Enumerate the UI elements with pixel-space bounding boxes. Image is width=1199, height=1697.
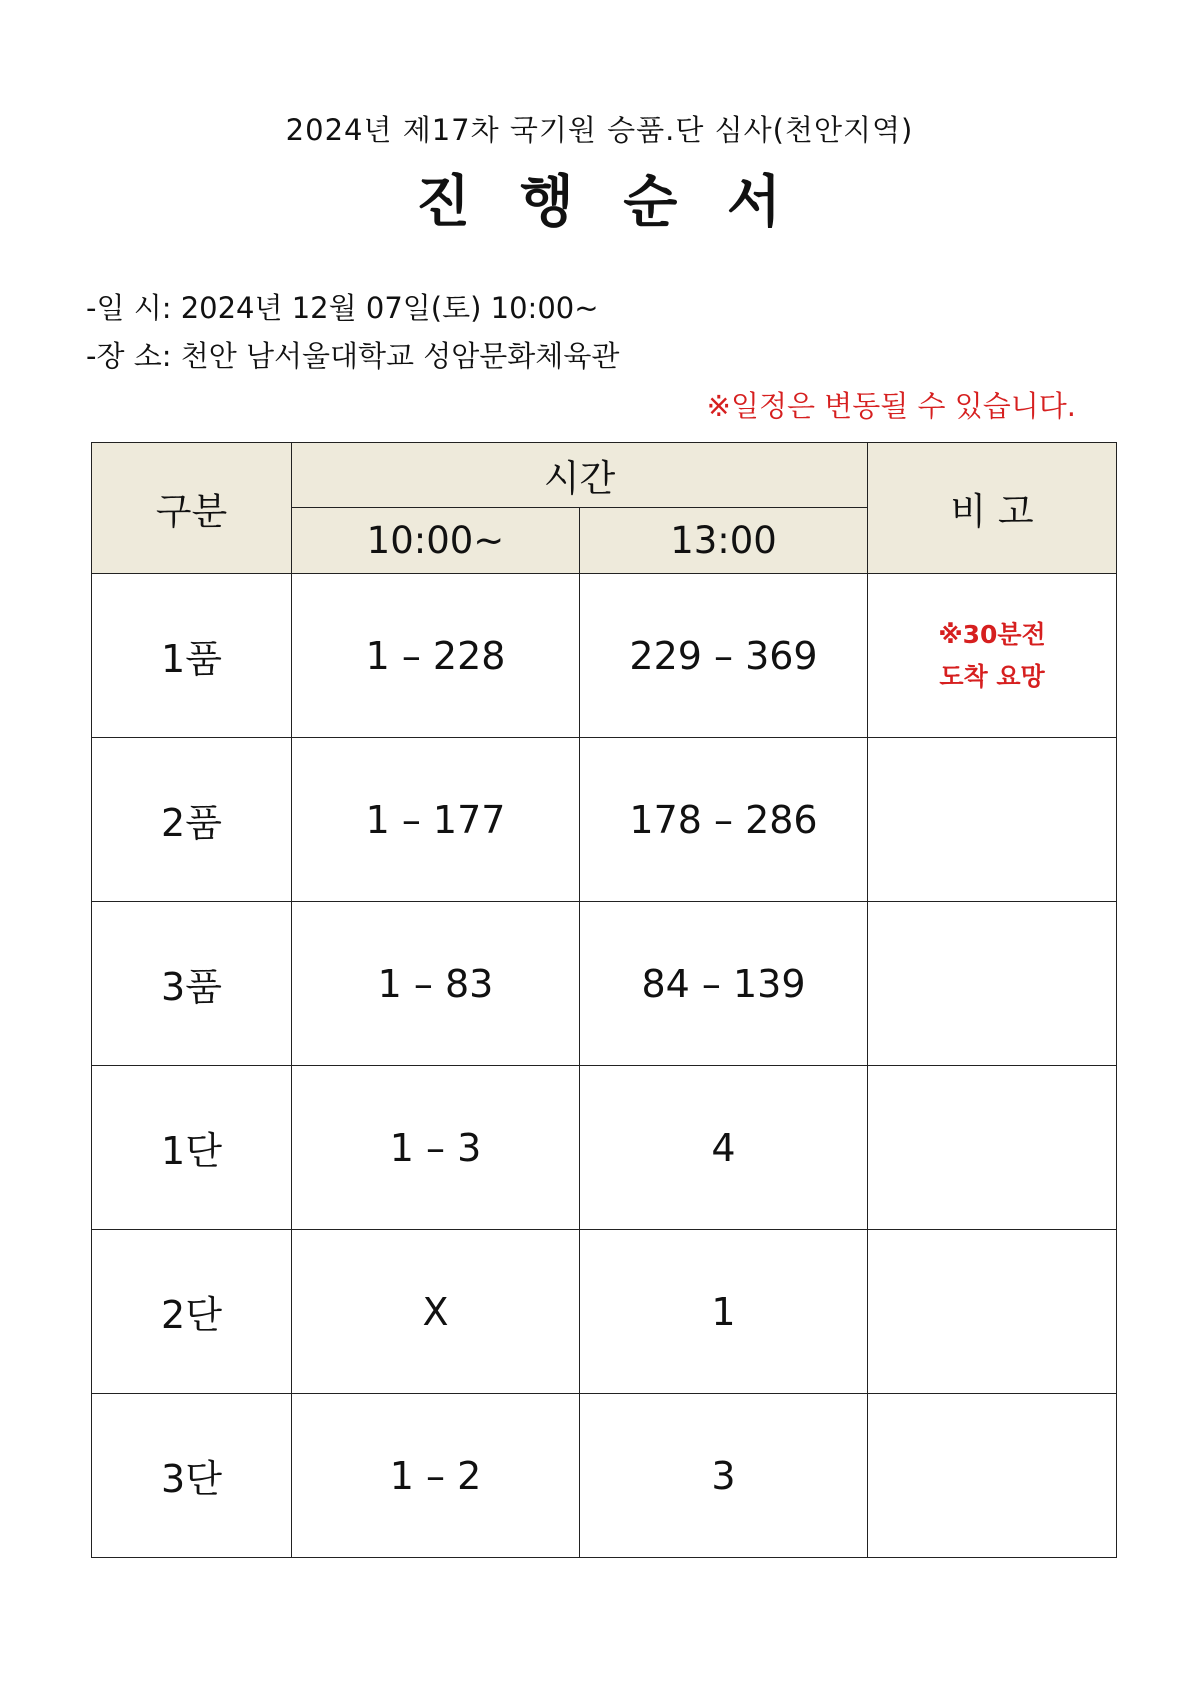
remarks-cell — [868, 1066, 1117, 1230]
grade-cell: 2품 — [92, 738, 292, 902]
header-category: 구분 — [92, 443, 292, 574]
remarks-cell — [868, 1230, 1117, 1394]
table-row — [92, 1066, 1117, 1230]
slot1-cell: 1 – 2 — [292, 1394, 580, 1558]
remarks-line-1: ※30분전 — [938, 620, 1046, 650]
slot1-cell: X — [292, 1230, 580, 1394]
slot2-cell: 178 – 286 — [580, 738, 868, 902]
remarks-line-2: 도착 요망 — [939, 661, 1045, 691]
page-title: 진 행 순 서 — [416, 170, 783, 235]
header-time: 시간 — [292, 443, 868, 508]
schedule-table — [91, 442, 1117, 1558]
table-row — [92, 1394, 1117, 1558]
remarks-cell — [868, 574, 1117, 738]
table-row — [92, 1230, 1117, 1394]
slot2-cell: 4 — [580, 1066, 868, 1230]
remarks-cell — [868, 1394, 1117, 1558]
header-slot-1300: 13:00 — [580, 508, 868, 574]
grade-cell: 3품 — [92, 902, 292, 1066]
event-subtitle: 2024년 제17차 국기원 승품.단 심사(천안지역) — [285, 113, 914, 147]
slot2-cell: 84 – 139 — [580, 902, 868, 1066]
schedule-notice: ※일정은 변동될 수 있습니다. — [706, 389, 1076, 423]
event-place: -장 소: 천안 남서울대학교 성암문화체육관 — [86, 339, 620, 373]
event-date: -일 시: 2024년 12월 07일(토) 10:00~ — [86, 291, 599, 325]
header-remarks: 비 고 — [868, 443, 1117, 574]
slot2-cell: 1 — [580, 1230, 868, 1394]
grade-cell: 1단 — [92, 1066, 292, 1230]
slot1-cell: 1 – 83 — [292, 902, 580, 1066]
slot1-cell: 1 – 177 — [292, 738, 580, 902]
header-slot-1000: 10:00~ — [292, 508, 580, 574]
grade-cell: 1품 — [92, 574, 292, 738]
slot2-cell: 3 — [580, 1394, 868, 1558]
table-row — [92, 902, 1117, 1066]
grade-cell: 3단 — [92, 1394, 292, 1558]
slot1-cell: 1 – 3 — [292, 1066, 580, 1230]
table-row — [92, 574, 1117, 738]
remarks-cell — [868, 902, 1117, 1066]
remarks-cell — [868, 738, 1117, 902]
slot1-cell: 1 – 228 — [292, 574, 580, 738]
slot2-cell: 229 – 369 — [580, 574, 868, 738]
table-row — [92, 738, 1117, 902]
table-header-row — [92, 443, 1117, 508]
grade-cell: 2단 — [92, 1230, 292, 1394]
